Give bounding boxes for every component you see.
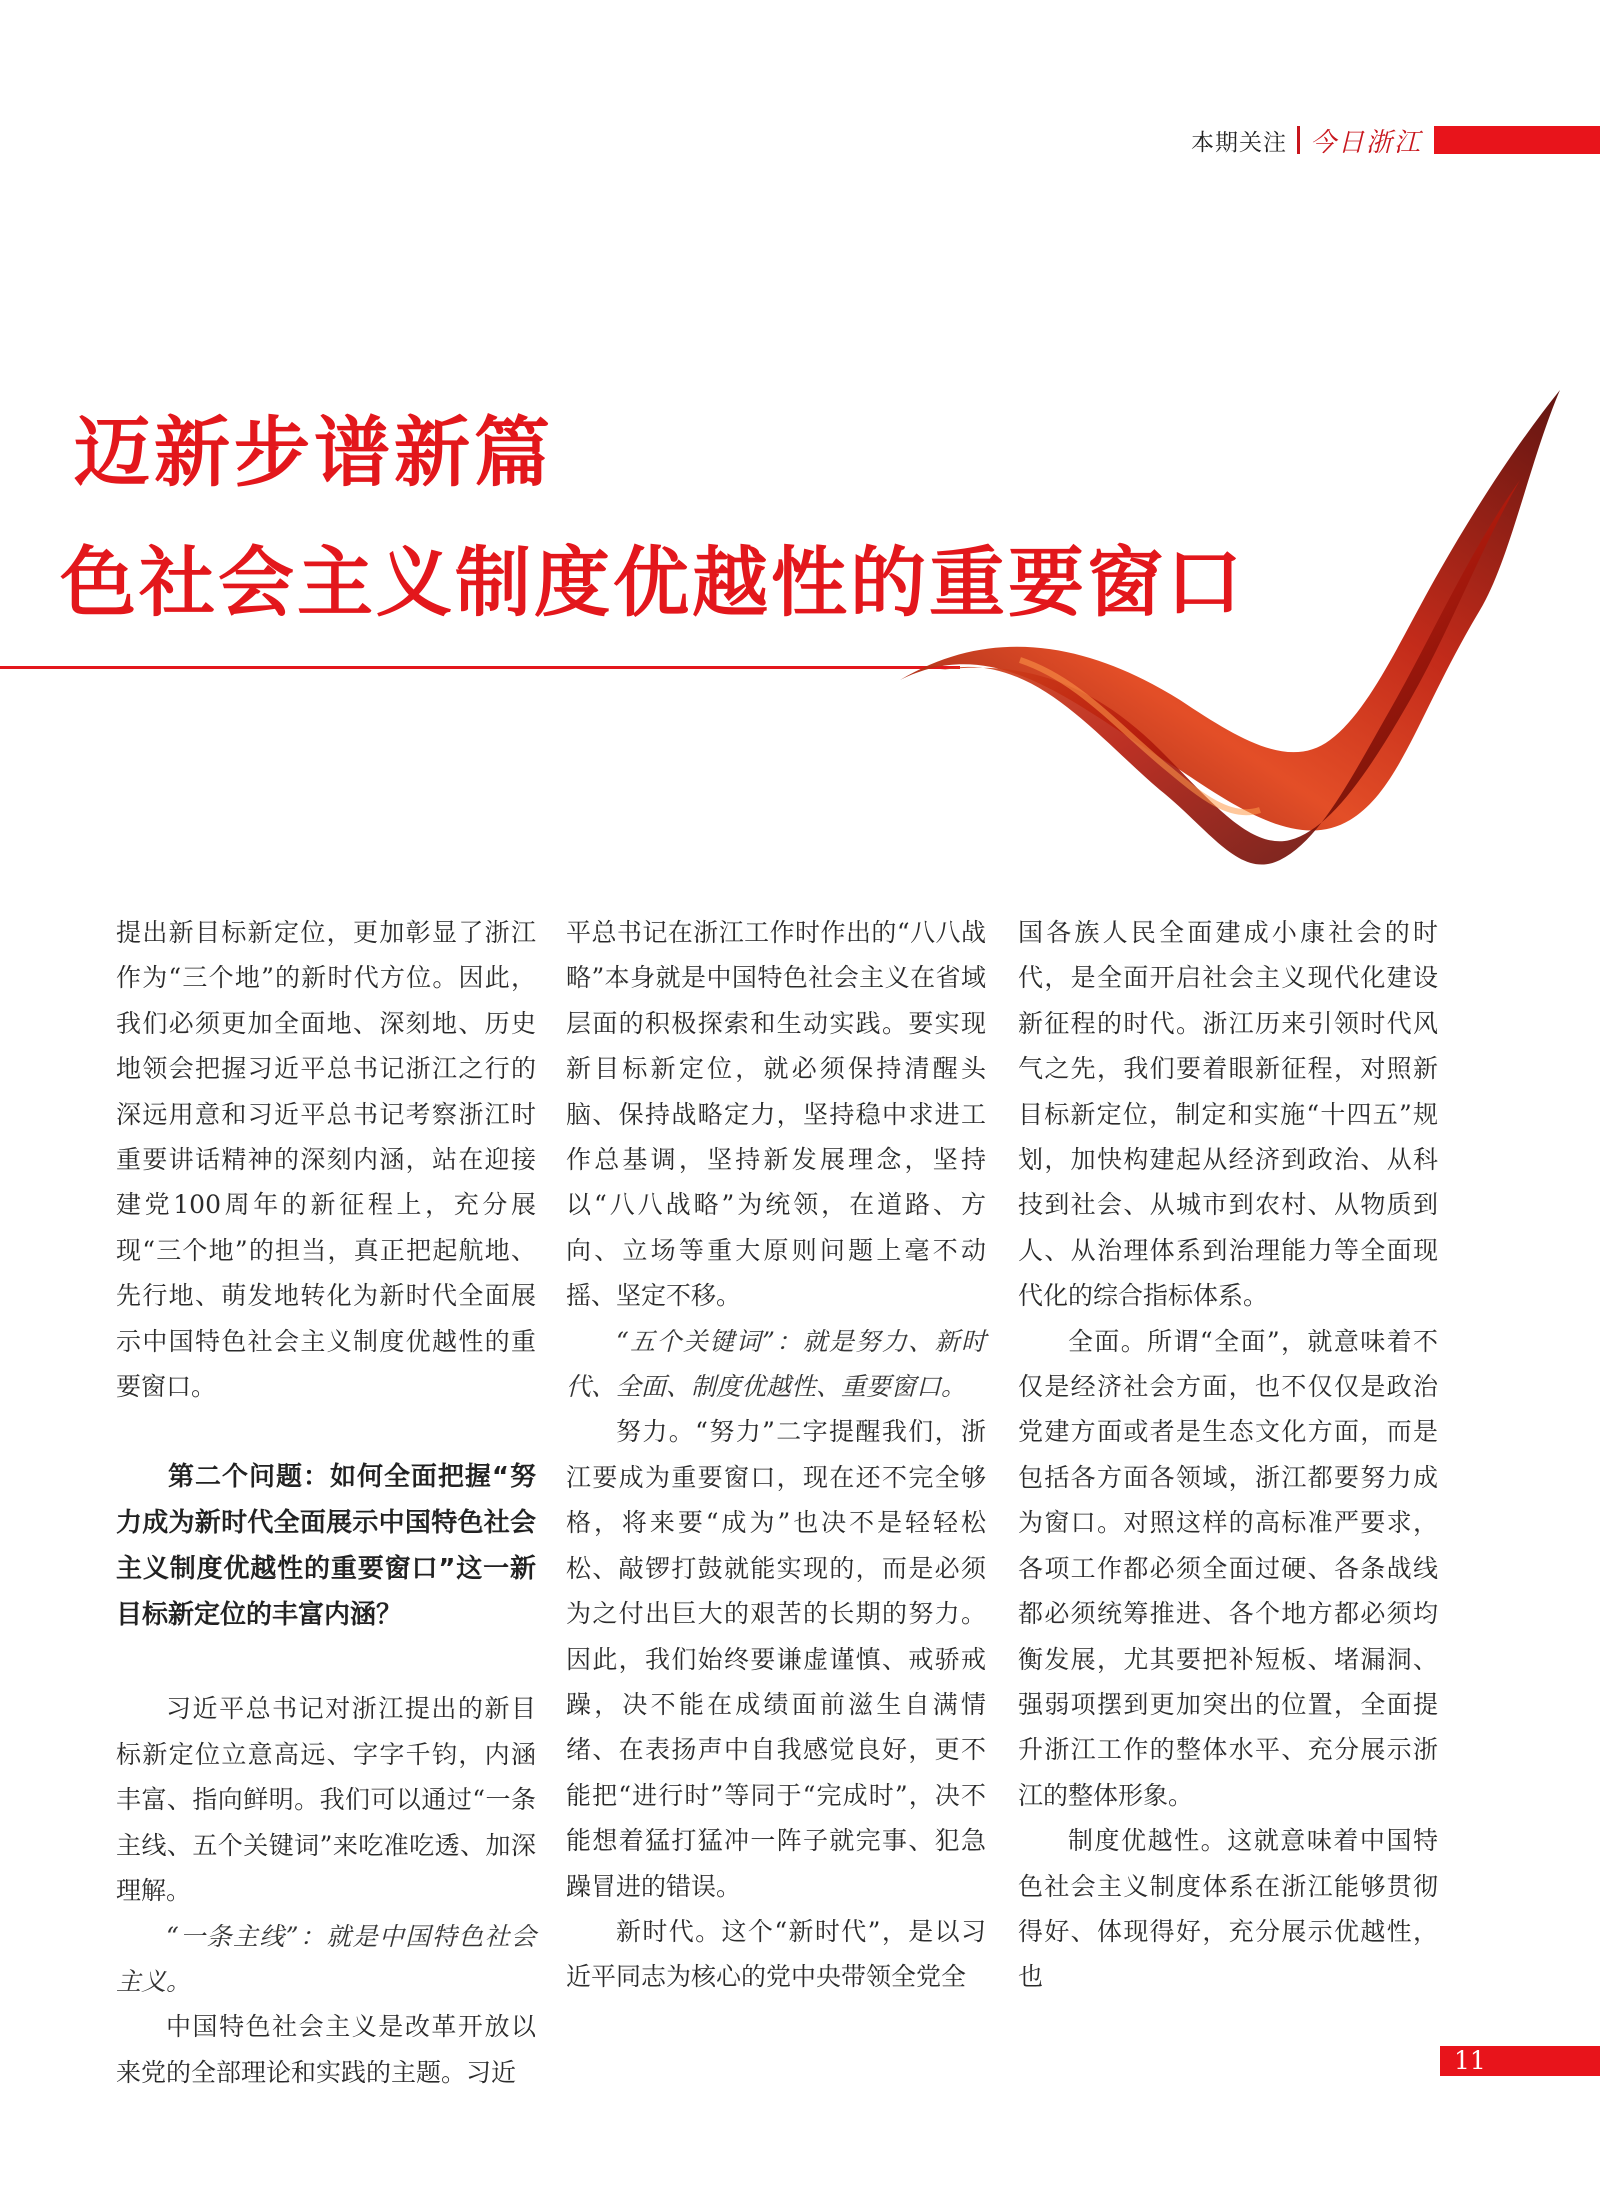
article-title-line2: 色社会主义制度优越性的重要窗口	[60, 538, 1245, 627]
paragraph: 全面。所谓“全面”，就意味着不仅是经济社会方面，也不仅仅是政治党建方面或者是生态文化方面，而是包括各方面各领域，浙江都要努力成为窗口。对照这样的高标准严要求，各项工作都必须全面过硬、各条战线都必须统筹推进、各个地方都必须均衡发展，尤其要把补短板、堵漏洞、强弱项摆到更加突出的位置，全面提升浙江工作的整体水平、充分展示浙江的整体形象。	[1018, 1326, 1438, 1810]
red-ribbon-decoration	[880, 380, 1570, 900]
keyword-line: “五个关键词”：就是努力、新时代、全面、制度优越性、重要窗口。	[566, 1326, 986, 1402]
page-number: 11	[1440, 2046, 1600, 2076]
paragraph: 努力。“努力”二字提醒我们，浙江要成为重要窗口，现在还不完全够格，将来要“成为”也决不是轻轻松松、敲锣打鼓就能实现的，而是必须为之付出巨大的艰苦的长期的努力。因此，我们始终要谦虚谨慎、戒骄戒躁，决不能在成绩面前滋生自满情绪、在表扬声中自我感觉良好，更不能把“进行时”等同于“完成时”，决不能想着猛打猛冲一阵子就完事、犯急躁冒进的错误。	[566, 1417, 986, 1901]
spacer	[116, 1409, 536, 1454]
text-column-1	[116, 910, 536, 2095]
text-column-3	[1018, 910, 1438, 2000]
title-underline	[0, 666, 960, 669]
page-header	[1191, 122, 1600, 158]
keyword-line: “一条主线”：就是中国特色社会主义。	[116, 1921, 536, 1996]
section-label: 本期关注	[1190, 129, 1287, 156]
paragraph: 中国特色社会主义是改革开放以来党的全部理论和实践的主题。习近	[116, 2012, 536, 2087]
header-divider	[1297, 126, 1300, 154]
paragraph: 新时代。这个“新时代”，是以习近平同志为核心的党中央带领全党全	[566, 1916, 986, 1992]
paragraph: 国各族人民全面建成小康社会的时代，是全面开启社会主义现代化建设新征程的时代。浙江历来引领时代风气之先，我们要着眼新征程，对照新目标新定位，制定和实施“十四五”规划，加快构建起从经济到政治、从科技到社会、从城市到农村、从物质到人、从治理体系到治理能力等全面现代化的综合指标体系。	[1018, 918, 1438, 1311]
text-column-2	[566, 910, 986, 2000]
spacer	[116, 1638, 536, 1686]
paragraph: 制度优越性。这就意味着中国特色社会主义制度体系在浙江能够贯彻得好、体现得好，充分展示优越性，也	[1018, 1826, 1438, 1992]
header-red-bar	[1434, 126, 1600, 154]
magazine-brand: 今日浙江	[1309, 127, 1422, 158]
paragraph: 平总书记在浙江工作时作出的“八八战略”本身就是中国特色社会主义在省域层面的积极探索和生动实践。要实现新目标新定位，就必须保持清醒头脑、保持战略定力，坚持稳中求进工作总基调，坚持新发展理念，坚持以“八八战略”为统领，在道路、方向、立场等重大原则问题上毫不动摇、坚定不移。	[566, 918, 986, 1311]
paragraph: 习近平总书记对浙江提出的新目标新定位立意高远、字字千钧，内涵丰富、指向鲜明。我们可以通过“一条主线、五个关键词”来吃准吃透、加深理解。	[116, 1694, 536, 1906]
section-question: 第二个问题：如何全面把握“努力成为新时代全面展示中国特色社会主义制度优越性的重要窗口”这一新目标新定位的丰富内涵？	[116, 1462, 536, 1631]
article-title-line1: 迈新步谱新篇	[74, 408, 554, 497]
paragraph: 提出新目标新定位，更加彰显了浙江作为“三个地”的新时代方位。因此，我们必须更加全面地、深刻地、历史地领会把握习近平总书记浙江之行的深远用意和习近平总书记考察浙江时重要讲话精神的深刻内涵，站在迎接建党100周年的新征程上，充分展现“三个地”的担当，真正把起航地、先行地、萌发地转化为新时代全面展示中国特色社会主义制度优越性的重要窗口。	[116, 918, 536, 1402]
